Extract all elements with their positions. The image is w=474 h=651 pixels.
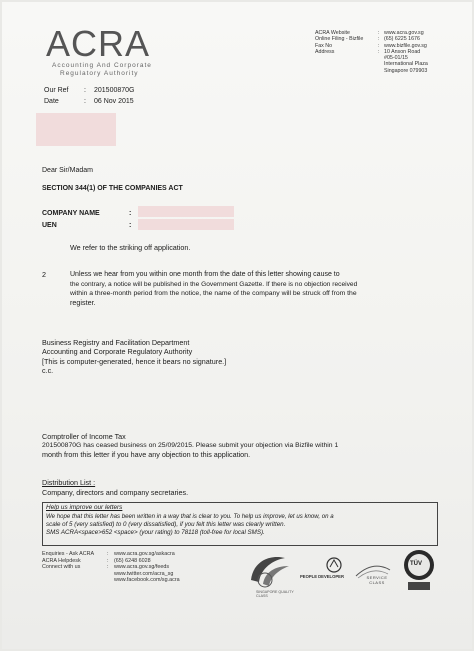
paragraph-2-line: register. xyxy=(70,298,96,308)
footer-facebook-link[interactable]: www.facebook.com/sg.acra xyxy=(114,577,180,584)
footer-askacra-link[interactable]: www.acra.gov.sg/askacra xyxy=(114,551,175,557)
footer-twitter-link[interactable]: www.twitter.com/acra_sg xyxy=(114,570,174,577)
colon: : xyxy=(378,30,380,36)
tuv-certification-badge-icon xyxy=(402,548,436,592)
colon: : xyxy=(129,210,132,217)
paragraph-2 xyxy=(70,270,442,279)
colon: : xyxy=(378,42,380,49)
people-developer-badge-icon xyxy=(308,555,352,575)
letter-page xyxy=(2,2,472,649)
paragraph-2-line: the contrary, a notice will be published in the Government Gazette. If there is no objection received xyxy=(70,280,358,288)
paragraph-2-cont xyxy=(70,280,442,308)
contact-colons xyxy=(378,30,379,55)
salutation: Dear Sir/Madam xyxy=(42,167,93,174)
contact-label: ACRA Website xyxy=(315,30,350,36)
cc-text xyxy=(42,441,442,460)
colon: : xyxy=(107,564,109,571)
logo-subtitle-line2: Regulatory Authority xyxy=(60,70,139,77)
date-value: 06 Nov 2015 xyxy=(94,98,134,105)
feedback-line: We hope that this letter has been written in a way that is clear to you. To help us improve, let us know, on a xyxy=(46,513,334,520)
logo-subtitle xyxy=(52,62,152,78)
feedback-heading: Help us improve our letters xyxy=(46,504,123,511)
paragraph-2-number: 2 xyxy=(42,270,46,279)
footer-colons xyxy=(107,551,109,571)
footer-helpdesk-phone: (65) 6248 6028 xyxy=(114,557,151,564)
contact-label: Fax No xyxy=(315,42,333,49)
service-class-label: SERVICE CLASS xyxy=(366,575,388,585)
contact-address: 10 Anson Road xyxy=(384,48,421,55)
redacted-company-name xyxy=(138,206,234,217)
date-label: Date xyxy=(44,98,59,105)
paragraph-1: We refer to the striking off application. xyxy=(70,243,191,252)
signature-line: Accounting and Corporate Regulatory Authority xyxy=(42,347,193,357)
footer-label: Connect with us xyxy=(42,564,81,571)
contact-address: #05-01/15 xyxy=(384,55,408,62)
colon: : xyxy=(107,551,109,557)
colon: : xyxy=(84,87,86,94)
logo-subtitle-line1: Accounting And Corporate xyxy=(52,62,152,69)
contact-address: International Plaza xyxy=(384,61,428,68)
uen-label: UEN xyxy=(42,222,57,229)
subject-line: SECTION 344(1) OF THE COMPANIES ACT xyxy=(42,185,183,192)
distribution-text: Company, directors and company secretaries. xyxy=(42,488,189,497)
footer-values xyxy=(114,551,180,584)
colon: : xyxy=(378,48,380,55)
cc-heading: Comptroller of Income Tax xyxy=(42,432,126,441)
signature-line: [This is computer-generated, hence it bears no signature.] xyxy=(42,356,227,366)
feedback-text xyxy=(46,513,436,537)
people-developer-label: PEOPLE DEVELOPER xyxy=(300,574,344,579)
our-ref-value: 201500870G xyxy=(94,87,135,94)
footer-label: Enquiries - Ask ACRA xyxy=(42,551,95,557)
redacted-uen xyxy=(138,219,234,230)
cc-line: month from this letter if you have any objection to this application. xyxy=(42,450,251,460)
contact-address: Singapore 079903 xyxy=(384,67,428,74)
paragraph-2-line: within a three-month period from the notice, the name of the company will be struck off from the xyxy=(70,289,357,297)
contact-phone: (65) 6225 1676 xyxy=(384,36,420,43)
acra-logo: ACRA xyxy=(46,23,151,64)
footer-feeds-link[interactable]: www.acra.gov.sg/feeds xyxy=(114,564,170,571)
tuv-label: TÜV xyxy=(410,561,422,567)
colon: : xyxy=(107,557,109,564)
feedback-line: scale of 5 (very satisfied) to 0 (very dissatisfied), if you felt this letter was clearly written. xyxy=(46,521,286,528)
signature-line: Business Registry and Facilitation Department xyxy=(42,338,190,347)
feedback-line: SMS ACRA<space>652 <space> (your rating) to 78118 (toll-free for local SMS). xyxy=(46,529,265,536)
contact-bizfile: www.bizfile.gov.sg xyxy=(384,42,427,49)
colon: : xyxy=(378,36,380,43)
quality-class-badge-icon xyxy=(245,550,295,592)
paragraph-2-line: Unless we hear from you within one month from the date of this letter showing cause to xyxy=(70,271,340,278)
contact-label: Online Filing - Bizfile xyxy=(315,36,364,43)
signature-block xyxy=(42,338,342,376)
our-ref-label: Our Ref xyxy=(44,87,69,94)
contact-label: Address xyxy=(315,48,335,55)
signature-line: c.c. xyxy=(42,366,54,376)
company-name-label: COMPANY NAME xyxy=(42,210,100,217)
distribution-heading: Distribution List : xyxy=(42,478,96,487)
contact-labels xyxy=(315,30,375,55)
footer-label: ACRA Helpdesk xyxy=(42,557,81,564)
contact-values xyxy=(384,30,464,74)
footer-labels xyxy=(42,551,94,571)
cc-line: 201500870G has ceased business on 25/09/2015. Please submit your objection via Bizfile within 1 xyxy=(42,442,339,449)
redacted-address xyxy=(36,113,116,146)
contact-website: www.acra.gov.sg xyxy=(384,30,424,36)
colon: : xyxy=(84,98,86,105)
colon: : xyxy=(129,222,132,229)
quality-class-label: SINGAPORE QUALITY CLASS xyxy=(256,590,294,598)
